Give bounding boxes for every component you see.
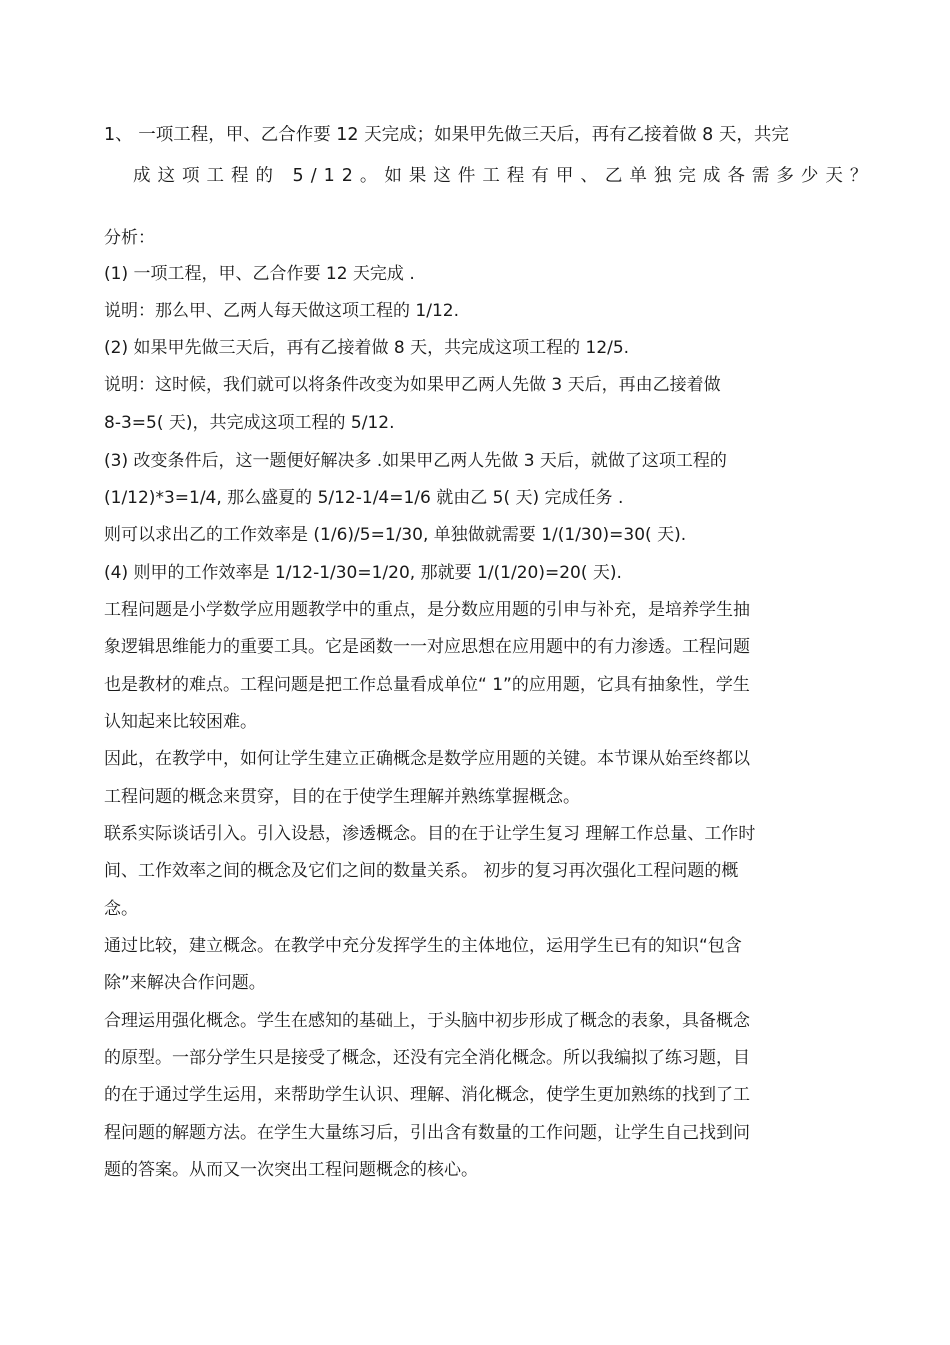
commentary-line: 工程问题的概念来贯穿，目的在于使学生理解并熟练掌握概念。 xyxy=(104,787,580,807)
commentary-line: 念。 xyxy=(104,899,138,919)
analysis-line: 说明：那么甲、乙两人每天做这项工程的 1/12. xyxy=(104,301,459,321)
commentary-line: 的在于通过学生运用，来帮助学生认识、理解、消化概念，使学生更加熟练的找到了工 xyxy=(104,1085,750,1105)
commentary-line: 程问题的解题方法。在学生大量练习后，引出含有数量的工作问题，让学生自己找到问 xyxy=(104,1123,750,1143)
analysis-line: 8-3=5( 天)，共完成这项工程的 5/12. xyxy=(104,413,395,433)
analysis-line: (2) 如果甲先做三天后，再有乙接着做 8 天，共完成这项工程的 12/5. xyxy=(104,338,630,358)
analysis-line: 说明：这时候，我们就可以将条件改变为如果甲乙两人先做 3 天后，再由乙接着做 xyxy=(104,375,721,395)
analysis-line: (3) 改变条件后，这一题便好解决多 .如果甲乙两人先做 3 天后，就做了这项工程的 xyxy=(104,451,727,471)
commentary-line: 也是教材的难点。工程问题是把工作总量看成单位“ 1”的应用题，它具有抽象性，学生 xyxy=(104,675,750,695)
question-line-2: 成这项工程的 5/12。如果这件工程有甲、乙单独完成各需多少天？ xyxy=(133,166,875,186)
analysis-line: (4) 则甲的工作效率是 1/12-1/30=1/20, 那就要 1/(1/20)=20( 天). xyxy=(104,563,622,583)
commentary-line: 题的答案。从而又一次突出工程问题概念的核心。 xyxy=(104,1160,478,1180)
commentary-line: 联系实际谈话引入。引入设悬，渗透概念。目的在于让学生复习 理解工作总量、工作时 xyxy=(104,824,756,844)
commentary-line: 因此，在教学中，如何让学生建立正确概念是数学应用题的关键。本节课从始至终都以 xyxy=(104,749,750,769)
commentary-line: 象逻辑思维能力的重要工具。它是函数一一对应思想在应用题中的有力渗透。工程问题 xyxy=(104,637,750,657)
analysis-heading: 分析： xyxy=(104,228,155,248)
commentary-line: 的原型。一部分学生只是接受了概念，还没有完全消化概念。所以我编拟了练习题，目 xyxy=(104,1048,750,1068)
analysis-line: (1) 一项工程，甲、乙合作要 12 天完成 . xyxy=(104,264,415,284)
analysis-line: (1/12)*3=1/4, 那么盛夏的 5/12-1/4=1/6 就由乙 5( 天) 完成任务 . xyxy=(104,488,624,508)
commentary-line: 认知起来比较困难。 xyxy=(104,712,257,732)
commentary-line: 间、工作效率之间的概念及它们之间的数量关系。 初步的复习再次强化工程问题的概 xyxy=(104,861,739,881)
question-line-1: 1、 一项工程，甲、乙合作要 12 天完成；如果甲先做三天后，再有乙接着做 8 天，共完 xyxy=(104,125,789,145)
commentary-line: 合理运用强化概念。学生在感知的基础上，于头脑中初步形成了概念的表象，具备概念 xyxy=(104,1011,750,1031)
analysis-line: 则可以求出乙的工作效率是 (1/6)/5=1/30, 单独做就需要 1/(1/30)=30( 天). xyxy=(104,525,687,545)
commentary-line: 通过比较，建立概念。在教学中充分发挥学生的主体地位，运用学生已有的知识“包含 xyxy=(104,936,742,956)
commentary-line: 工程问题是小学数学应用题教学中的重点，是分数应用题的引申与补充，是培养学生抽 xyxy=(104,600,750,620)
commentary-line: 除”来解决合作问题。 xyxy=(104,973,266,993)
